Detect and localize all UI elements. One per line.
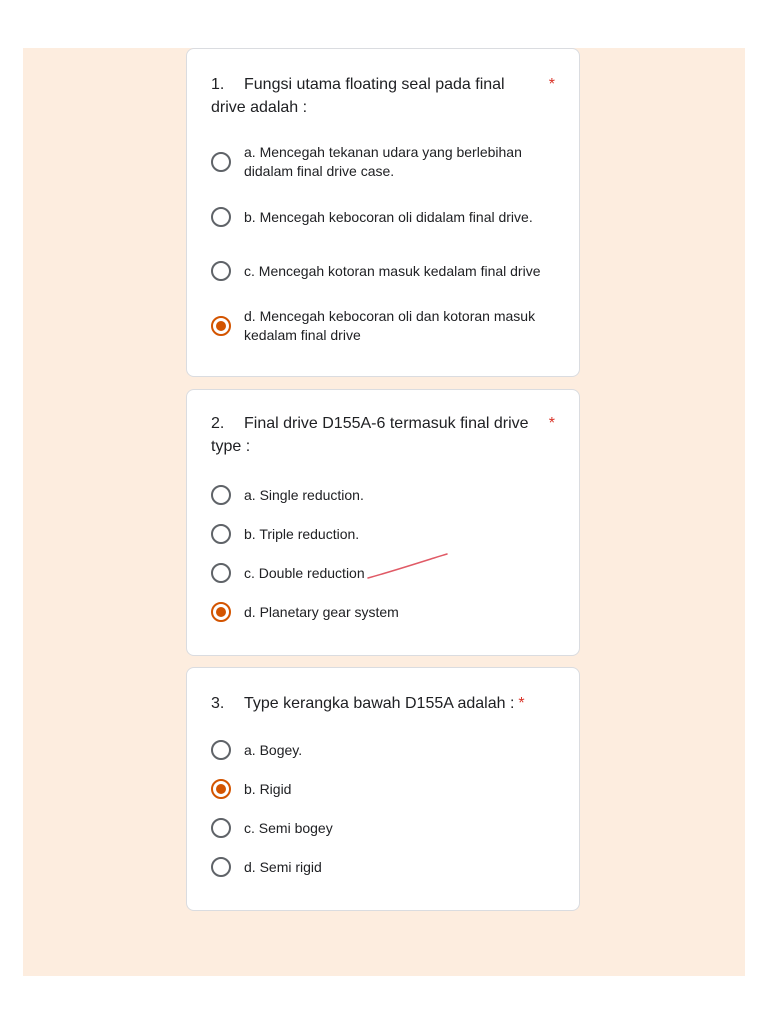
question-title [211,73,537,119]
radio-unchecked-icon[interactable] [211,857,231,877]
option-1b[interactable] [211,195,559,239]
question-card-2 [186,389,580,656]
option-label: b. Mencegah kebocoran oli didalam final drive. [244,208,533,225]
required-asterisk: * [548,415,555,432]
radio-checked-icon[interactable] [211,779,231,799]
option-2c[interactable] [211,551,559,595]
question-number: 1. [211,76,225,93]
radio-unchecked-icon[interactable] [211,524,231,544]
option-label: d. Mencegah kebocoran oli dan kotoran masuk kedalam final drive [244,308,536,343]
option-1a[interactable] [211,140,559,184]
required-asterisk: * [518,695,525,712]
radio-unchecked-icon[interactable] [211,818,231,838]
option-3d[interactable] [211,845,559,889]
question-card-1 [186,48,580,377]
question-number: 3. [211,695,225,712]
option-3b[interactable] [211,767,559,811]
option-label: b. Triple reduction. [244,525,360,542]
option-3c[interactable] [211,806,559,850]
question-text: Type kerangka bawah D155A adalah : [244,695,515,712]
option-label: a. Single reduction. [244,486,364,503]
radio-unchecked-icon[interactable] [211,207,231,227]
question-title [211,692,537,715]
option-1d[interactable] [211,304,559,348]
option-1c[interactable] [211,249,559,293]
required-asterisk: * [548,76,555,93]
question-title [211,412,537,458]
question-text: Fungsi utama floating seal pada final drive adalah : [211,76,505,116]
option-2d[interactable] [211,590,559,634]
radio-unchecked-icon[interactable] [211,563,231,583]
option-label: a. Bogey. [244,741,303,758]
option-label: b. Rigid [244,780,292,797]
radio-checked-icon[interactable] [211,602,231,622]
radio-unchecked-icon[interactable] [211,740,231,760]
radio-unchecked-icon[interactable] [211,485,231,505]
question-text: Final drive D155A-6 termasuk final drive type : [211,415,529,455]
option-3a[interactable] [211,728,559,772]
option-label: d. Semi rigid [244,858,322,875]
option-2b[interactable] [211,512,559,556]
radio-unchecked-icon[interactable] [211,152,231,172]
question-number: 2. [211,415,225,432]
option-label: c. Mencegah kotoran masuk kedalam final drive [244,262,541,279]
option-label: d. Planetary gear system [244,603,399,620]
option-label: c. Double reduction [244,564,365,581]
radio-checked-icon[interactable] [211,316,231,336]
question-card-3 [186,667,580,911]
option-label: c. Semi bogey [244,819,333,836]
radio-unchecked-icon[interactable] [211,261,231,281]
option-2a[interactable] [211,473,559,517]
option-label: a. Mencegah tekanan udara yang berlebihan didalam final drive case. [244,144,522,179]
